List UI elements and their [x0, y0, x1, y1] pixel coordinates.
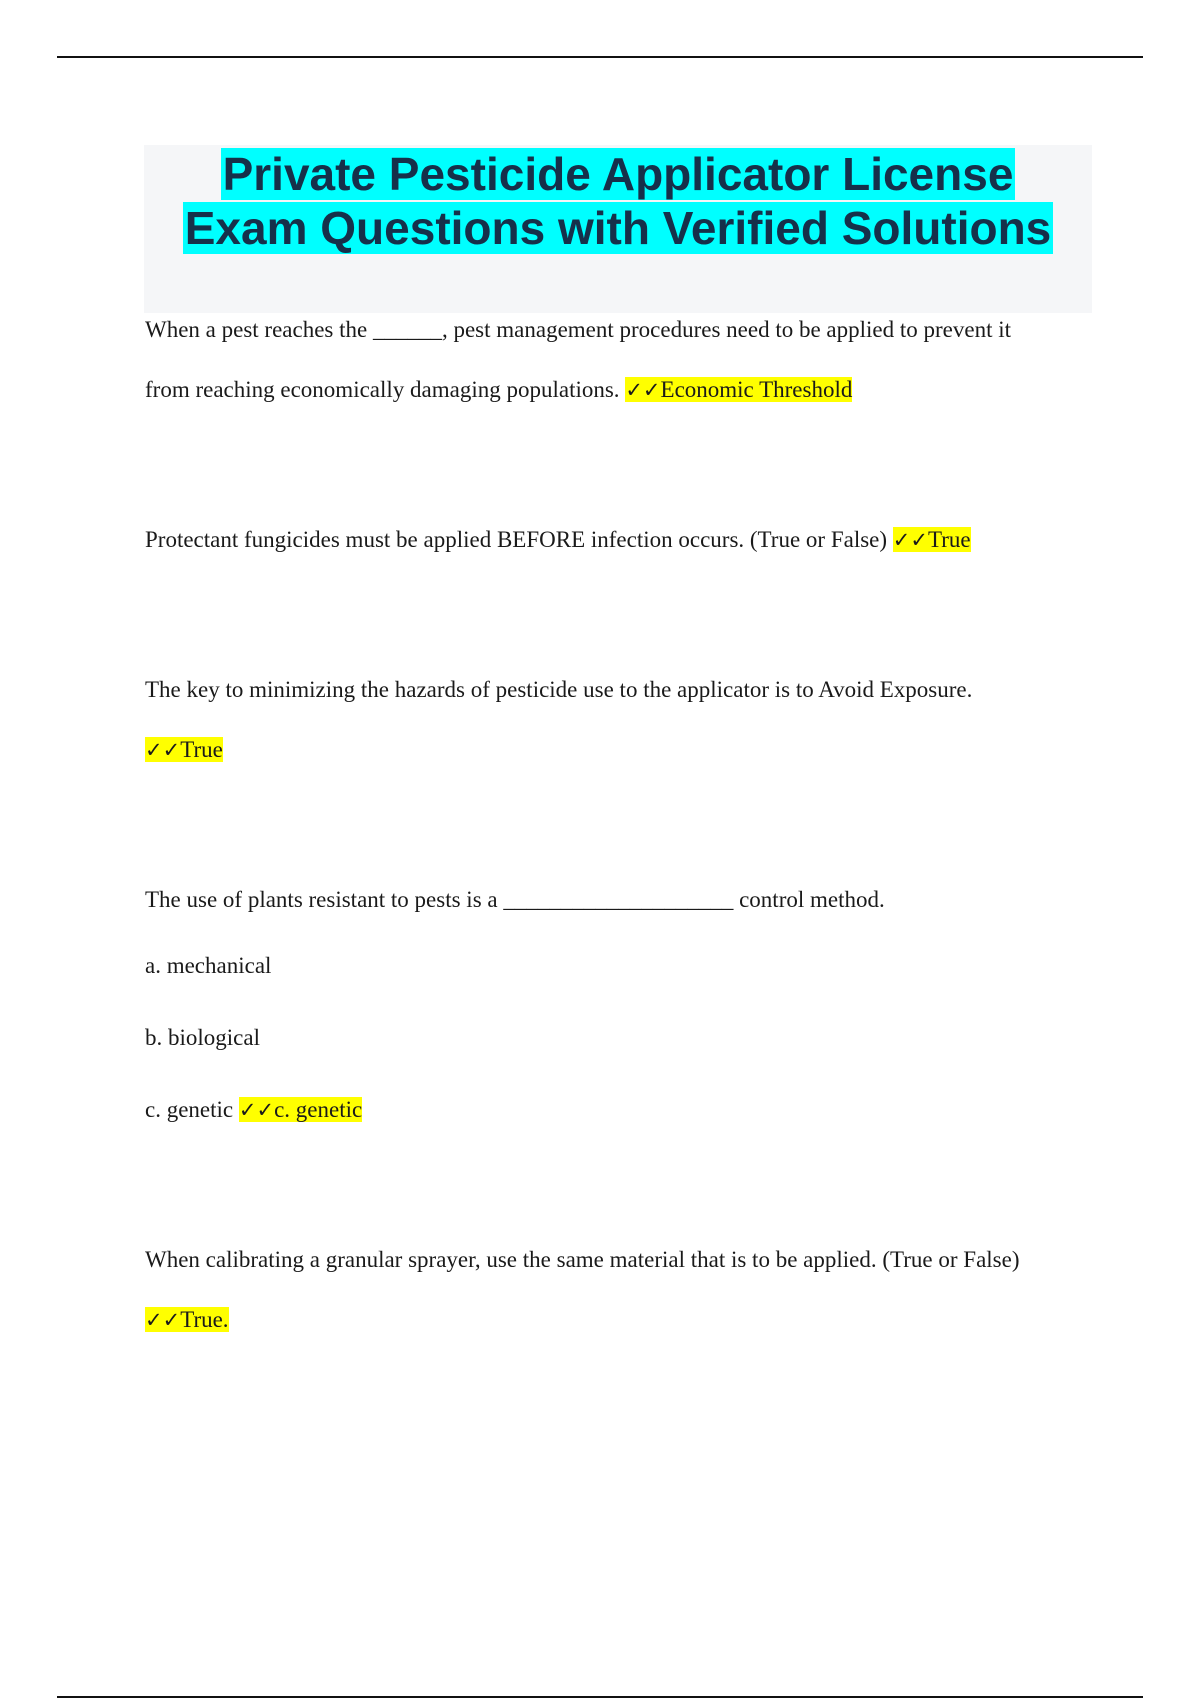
- question-2-row: [145, 510, 1095, 570]
- question-1-text-line-2: from reaching economically damaging populations.: [145, 377, 620, 402]
- title-banner: [144, 145, 1092, 313]
- spacer: [145, 1146, 1095, 1230]
- question-4-option-c: c. genetic: [145, 1097, 234, 1122]
- question-1-answer: [625, 377, 852, 402]
- spacer: [145, 420, 1095, 510]
- title-line-1: Private Pesticide Applicator License: [222, 148, 1014, 200]
- question-5-answer: [145, 1307, 229, 1332]
- question-4-answer-text: c. genetic: [274, 1097, 363, 1122]
- question-4-answer: [239, 1097, 362, 1122]
- question-5-answer-row: [145, 1290, 1095, 1350]
- question-2-text: Protectant fungicides must be applied BEFORE infection occurs. (True or False): [145, 527, 888, 552]
- question-1: [145, 300, 1095, 420]
- question-4-text: The use of plants resistant to pests is a ____________________ control method.: [145, 887, 885, 912]
- question-3: [145, 660, 1095, 780]
- checkmark-icon: ✓✓: [625, 378, 661, 402]
- question-5-answer-text: True.: [180, 1307, 229, 1332]
- checkmark-icon: ✓✓: [892, 528, 928, 552]
- question-4-option-a: a. mechanical: [145, 953, 272, 978]
- question-1-answer-text: Economic Threshold: [660, 377, 853, 402]
- question-4: [145, 870, 1095, 1146]
- question-3-answer-text: True: [180, 737, 223, 762]
- question-3-answer-row: [145, 720, 1095, 780]
- top-rule: [57, 56, 1143, 58]
- question-1-text-line-1: When a pest reaches the ______, pest management procedures need to be applied to prevent it: [145, 317, 1012, 342]
- question-5: [145, 1230, 1095, 1350]
- spacer: [145, 570, 1095, 660]
- question-3-answer: [145, 737, 223, 762]
- question-2-answer: [893, 527, 971, 552]
- spacer: [145, 780, 1095, 870]
- question-4-option-b: b. biological: [145, 1025, 260, 1050]
- question-2-answer-text: True: [927, 527, 971, 552]
- checkmark-icon: ✓✓: [238, 1098, 275, 1122]
- question-2: [145, 510, 1095, 570]
- question-3-text: The key to minimizing the hazards of pesticide use to the applicator is to Avoid Exposure.: [145, 677, 973, 702]
- bottom-rule: [57, 1696, 1143, 1698]
- question-1-text-line-2-row: [145, 360, 1095, 420]
- checkmark-icon: ✓✓: [145, 738, 181, 762]
- checkmark-icon: ✓✓: [145, 1308, 181, 1332]
- question-5-text: When calibrating a granular sprayer, use the same material that is to be applied. (True or False): [145, 1247, 1020, 1272]
- questions-list: [145, 300, 1095, 1350]
- question-4-option-c-row: [145, 1074, 1095, 1146]
- document-title: [144, 145, 1092, 255]
- title-line-2: Exam Questions with Verified Solutions: [184, 202, 1052, 254]
